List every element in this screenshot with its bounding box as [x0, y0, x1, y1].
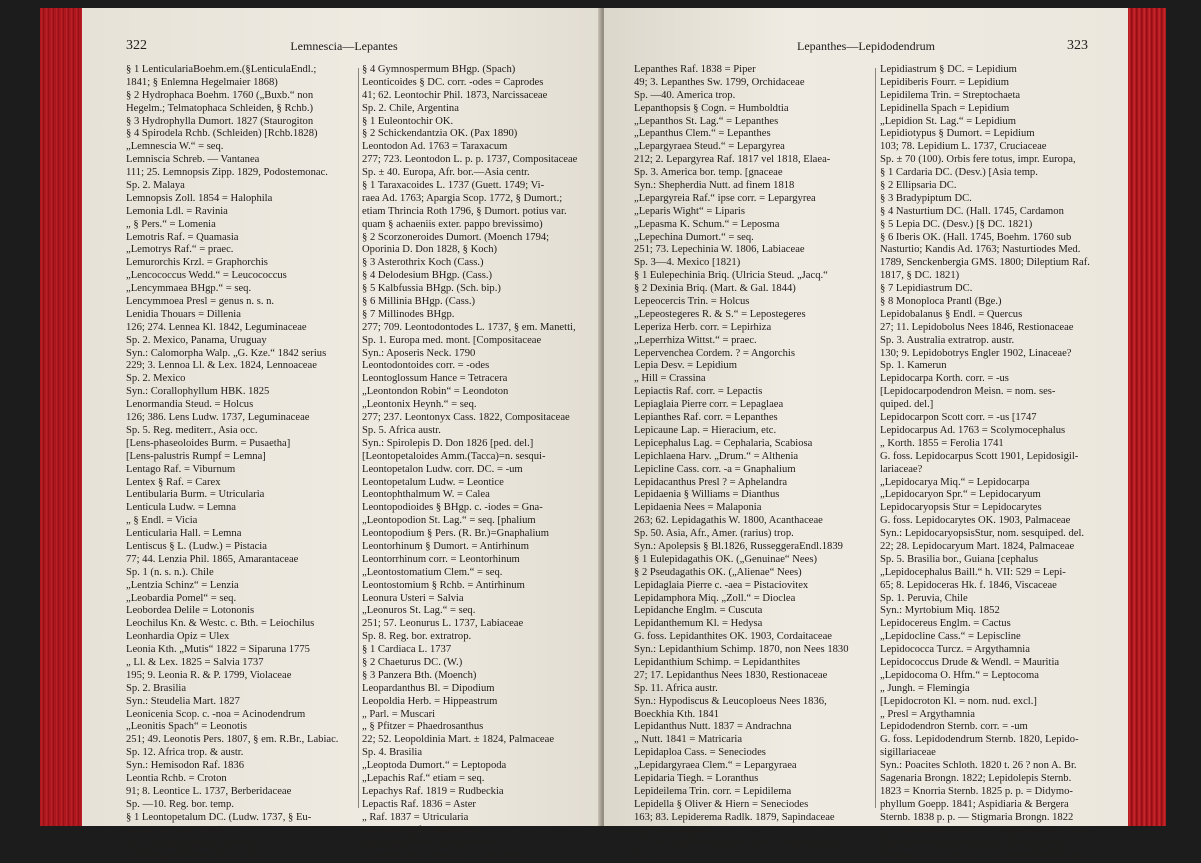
entry-line: 22; 28. Lepidocaryum Mart. 1824, Palmaceae: [880, 540, 1075, 552]
entry-line: Lepidaenia Nees = Malaponia: [634, 502, 762, 514]
entry-line: Lepidinella Spach = Lepidium: [880, 102, 1010, 114]
entry-line: Lepanthopsis § Cogn. = Humboldtia: [634, 102, 789, 114]
entry-line: 27; 11. Lepidobolus Nees 1846, Restionaceae: [880, 321, 1074, 333]
entry-line: Lepicephalus Lag. = Cephalaria, Scabiosa: [634, 437, 813, 449]
entry-line: Syn.: Hemisodon Raf. 1836: [126, 760, 245, 772]
entry-line: § 3 Asterothrix Koch (Cass.): [362, 257, 484, 269]
entry-line: § 2 Schickendantzia OK. (Pax 1890): [362, 128, 518, 140]
entry-line: Syn.: Poacites Schloth. 1820 t. 26 ? non A. Br.: [880, 760, 1077, 772]
entry-line: Lepidanche Englm. = Cuscuta: [634, 605, 763, 617]
entry-line: G. foss. Lepidodendrum Sternb. 1820, Lepido-: [880, 734, 1079, 746]
entry-line: Lepidiberis Fourr. = Lepidium: [880, 76, 1009, 88]
entry-line: § 1 Cardiaca L. 1737: [362, 644, 452, 656]
entry-line: „ § Pfitzer = Phaedrosanthus: [362, 721, 484, 733]
entry-line: § 3 Bongardia Nym. (C. A. Mey.): [126, 850, 269, 862]
entry-line: Syn.: Myrtobium Miq. 1852: [880, 605, 1000, 617]
entry-line: Oporinia D. Don 1828, § Koch): [362, 244, 498, 256]
entry-line: 91; 8. Leontice L. 1737, Berberidaceae: [126, 785, 292, 797]
entry-line: „ § Pers.“ = Lomenia: [126, 218, 216, 230]
entry-line: Nasturtio; Kandis Ad. 1763; Nasturtiodes Med.: [880, 244, 1081, 256]
right-column-1: [634, 64, 870, 862]
right-page-header: [644, 38, 1088, 56]
right-column-2: [880, 64, 1104, 862]
entry-line: Lenidia Thouars = Dillenia: [126, 308, 241, 320]
entry-line: Sp. —10. Reg. bor. temp.: [126, 798, 234, 810]
entry-line: Leontorhinum § Dumort. = Antirhinum: [362, 540, 529, 552]
entry-line: § 2 Chaeturus DC. (W.): [362, 656, 463, 668]
entry-line: „Lepargyraea Steud.“ = Lepargyrea: [634, 141, 785, 153]
entry-line: § 4 Nasturtium DC. (Hall. 1745, Cardamon: [880, 205, 1064, 217]
entry-line: Leontostomium § Rchb. = Antirhinum: [362, 579, 525, 591]
entry-line: Leontopodium § Pers. (R. Br.)=Gnaphalium: [362, 528, 549, 540]
entry-line: „Lepidocaryon Spr.“ = Lepidocaryum: [880, 489, 1041, 501]
entry-line: § 4 Spirodela Rchb. (Schleiden) [Rchb.1828): [126, 128, 318, 140]
entry-line: § 3 Bradypiptum DC.: [880, 192, 972, 204]
book-edge-right: [1128, 8, 1166, 826]
entry-line: Lenticularia Hall. = Lemna: [126, 528, 242, 540]
entry-line: Lentibularia Burm. = Utricularia: [126, 489, 265, 501]
entry-line: 27; 17. Lepidanthus Nees 1830, Restionaceae: [634, 669, 828, 681]
entry-line: Sp. 1. Peruvia, Chile: [880, 592, 968, 604]
entry-line: Lemurorchis Krzl. = Graphorchis: [126, 257, 268, 269]
entry-line: Sp. 2. Brasilia: [126, 682, 187, 694]
entry-line: Lepidocereus Englm. = Cactus: [880, 618, 1011, 630]
entry-line: Lemnopsis Zoll. 1854 = Halophila: [126, 192, 273, 204]
entry-line: § 2 Dexinia Briq. (Mart. & Gal. 1844): [634, 283, 796, 295]
entry-line: Sp. 3. Australia extratrop. austr.: [880, 334, 1015, 346]
entry-line: Sp. 5. Brasilia bor., Guiana [cephalus: [880, 553, 1038, 565]
entry-line: 251; 73. Lepechinia W. 1806, Labiaceae: [634, 244, 805, 256]
entry-line: Lepichlaena Harv. „Drum.“ = Althenia: [634, 450, 799, 462]
entry-line: „Lepidocephalus Baill.“ h. VII: 529 = Lepi-: [880, 566, 1066, 578]
entry-line: 126; 274. Lennea Kl. 1842, Leguminaceae: [126, 321, 307, 333]
left-column-divider: [358, 68, 359, 808]
entry-line: 103; 78. Lepidium L. 1737, Cruciaceae: [880, 141, 1047, 153]
entry-line: 251; 49. Leonotis Pers. 1807, § em. R.Br., Labiac.: [126, 734, 339, 746]
entry-line: „Lencococcus Wedd.“ = Leucococcus: [126, 270, 287, 282]
entry-line: 1823 = Knorria Sternb. 1825 p. p. = Didymo-: [880, 785, 1073, 797]
entry-line: Lepidodendron Sternb. corr. = -um: [880, 721, 1028, 733]
entry-line: Lepadena Raf. = Euphorbia: [362, 824, 480, 836]
entry-line: „Lepeostegeres R. & S.“ = Lepostegeres: [634, 308, 806, 320]
entry-line: Sp. 3. America bor. temp. [gnaceae: [634, 167, 783, 179]
entry-line: 251; 57. Leonurus L. 1737, Labiaceae: [362, 618, 524, 630]
entry-line: Syn.: Corallophyllum HBK. 1825: [126, 386, 270, 398]
entry-line: Sp. 1. Kamerun: [880, 360, 947, 372]
entry-line: 277; 723. Leontodon L. p. p. 1737, Compositaceae: [362, 154, 578, 166]
entry-line: „Leonuros St. Lag.“ = seq.: [362, 605, 476, 617]
entry-line: „ Ll. & Lex. 1825 = Salvia 1737: [126, 656, 264, 668]
entry-line: „Lepechina Dumort.“ = seq.: [634, 231, 754, 243]
entry-line: Lepidocaryopsis Stur = Lepidocarytes: [880, 502, 1042, 514]
entry-line: „Leobardia Pomel“ = seq.: [126, 592, 237, 604]
entry-line: „Leperrhiza Wittst.“ = praec.: [634, 334, 757, 346]
entry-line: etiam Thrincia Roth 1796, § Dumort. potius var.: [362, 205, 567, 217]
entry-line: „Leparis Wight“ = Liparis: [634, 205, 745, 217]
entry-line: G. foss. Lepidocarytes OK. 1903, Palmaceae: [880, 515, 1071, 527]
entry-line: § 6 Iberis OK. (Hall. 1745, Boehm. 1760 sub: [880, 231, 1072, 243]
entry-line: „Leontondon Robin“ = Leondoton: [362, 386, 509, 398]
entry-line: Lemonia Ldl. = Ravinia: [126, 205, 228, 217]
entry-line: „Lepanthos St. Lag.“ = Lepanthes: [634, 115, 779, 127]
entry-line: Sp. 50. Asia, Afr., Amer. (rarius) trop.: [634, 528, 794, 540]
entry-line: quiped. del.]: [880, 399, 934, 411]
entry-line: 263; 62. Lepidagathis W. 1800, Acanthaceae: [634, 515, 823, 527]
entry-line: Lepia Desv. = Lepidium: [634, 360, 737, 372]
entry-line: § 8 Monoploca Prantl (Bge.): [880, 296, 1002, 308]
entry-line: Lepidiotypus § Dumort. = Lepidium: [880, 128, 1035, 140]
entry-line: § 3 Hydrophylla Dumort. 1827 (Staurogiton: [126, 115, 314, 127]
entry-line: Brongn. p. p. (cortex). — Lepidostrobus Brongn.: [880, 850, 1089, 862]
entry-line: § 6 Millinia BHgp. (Cass.): [362, 296, 475, 308]
entry-line: § 2 Pseudagathis OK. („Alienae“ Nees): [634, 566, 802, 578]
entry-line: § 2 Scorzoneroides Dumort. (Moench 1794;: [362, 231, 550, 243]
entry-line: § 5 Kalbfussia BHgp. (Sch. bip.): [362, 283, 501, 295]
entry-line: § 2 Caulophyllum DC. (Mchx.): [126, 837, 260, 849]
entry-line: Lencymmoea Presl = genus n. s. n.: [126, 296, 275, 308]
entry-line: § 1 Eulepidagathis OK. („Genuinae“ Nees): [634, 553, 817, 565]
entry-line: Sp. 5. Africa austr.: [362, 424, 441, 436]
entry-line: Sp. 1 (n. s. n.). Chile: [126, 566, 214, 578]
entry-line: Lentago Raf. = Viburnum: [126, 463, 236, 475]
entry-line: „Lemotrys Raf.“ = praec.: [126, 244, 234, 256]
entry-line: 195; 9. Leonia R. & P. 1799, Violaceae: [126, 669, 292, 681]
entry-line: Lepidaglaia Pierre c. -aea = Pistaciovitex: [634, 579, 809, 591]
entry-line: „Leontopodion St. Lag.“ = seq. [phalium: [362, 515, 536, 527]
entry-line: sigillariaceae: [880, 747, 936, 759]
entry-line: Sp. 3—4. Mexico [1821): [634, 257, 741, 269]
entry-line: „ Jungh. = Flemingia: [880, 682, 970, 694]
entry-line: Leochilus Kn. & Westc. c. Bth. = Leiochilus: [126, 618, 315, 630]
entry-line: Lenormandia Steud. = Holcus: [126, 399, 254, 411]
entry-line: Lepiactis Raf. corr. = Lepactis: [634, 386, 763, 398]
entry-line: „Lepanthus Clem.“ = Lepanthes: [634, 128, 771, 140]
entry-line: § 3 Panzera Bth. (Moench): [362, 669, 477, 681]
left-page-header: [126, 38, 562, 56]
left-column-2: [362, 64, 578, 862]
entry-line: Leontoglossum Hance = Tetracera: [362, 373, 508, 385]
entry-line: Sp. 2. Chile, Argentina: [362, 102, 459, 114]
entry-line: G. foss. Lepidocarpus Scott 1901, Lepidosigil-: [880, 450, 1079, 462]
entry-line: Lepicaune Lap. = Hieracium, etc.: [634, 424, 777, 436]
entry-line: 277; 66. Lepidesmia Klatt 1896, Compositaceae: [634, 837, 839, 849]
entry-line: „Lencymmaea BHgp.“ = seq.: [126, 283, 252, 295]
entry-line: „Lepidocoma O. Hfm.“ = Leptocoma: [880, 669, 1039, 681]
entry-line: Syn.: Lepidanthium Schimp. 1870, non Nees 1830: [634, 644, 849, 656]
entry-line: „Lemnescia W.“ = seq.: [126, 141, 224, 153]
entry-line: Leontorrhinum corr. = Leontorhinum: [362, 553, 520, 565]
entry-line: 163; 83. Lepiderema Radlk. 1879, Sapindaceae: [634, 811, 835, 823]
entry-line: 126; 386. Lens Ludw. 1737, Leguminaceae: [126, 412, 310, 424]
entry-line: Sternb. 1838 p. p. — Stigmaria Brongn. 1822: [880, 811, 1074, 823]
entry-line: § 1 Eulepechinia Briq. (Ulricia Steud. „Jacq.“: [634, 270, 828, 282]
entry-line: Lepidanthus Nutt. 1837 = Andrachna: [634, 721, 792, 733]
entry-line: Lepidella § Oliver & Hiern = Seneciodes: [634, 798, 809, 810]
entry-line: „ Presl = Argythamnia: [880, 708, 975, 720]
entry-line: Lemotris Raf. = Quamasia: [126, 231, 239, 243]
entry-line: Sp. 8. Reg. bor. extratrop.: [362, 631, 472, 643]
entry-line: raea Ad. 1763; Apargia Scop. 1772, § Dumort.;: [362, 192, 563, 204]
entry-line: „Lentzia Schinz“ = Lenzia: [126, 579, 239, 591]
entry-line: Lepidamphora Miq. „Zoll.“ = Dioclea: [634, 592, 796, 604]
entry-line: Lepidaploa Cass. = Seneciodes: [634, 747, 766, 759]
entry-line: § 4 Delodesium BHgp. (Cass.): [362, 270, 493, 282]
right-running-head: Lepanthes—Lepidodendrum: [797, 39, 935, 53]
entry-line: 212; 2. Lepargyrea Raf. 1817 vel 1818, Elaea-: [634, 154, 831, 166]
entry-line: Syn.: Steudelia Mart. 1827: [126, 695, 240, 707]
entry-line: Lentex § Raf. = Carex: [126, 476, 221, 488]
entry-line: „Lepidargyraea Clem.“ = Lepargyraea: [634, 760, 797, 772]
left-page: [82, 8, 602, 862]
entry-line: Lepidiastrum § DC. = Lepidium: [880, 64, 1017, 75]
entry-line: p. p. est rhizoma natans — Aspidiopsis Pot. p. p.,: [880, 824, 1089, 836]
entry-line: Leopardanthus Bl. = Dipodium: [362, 682, 495, 694]
entry-line: leontice § Prantl 1888): [126, 824, 223, 836]
entry-line: Syn.: Apolepsis § Bl.1826, RusseggeraEndl.1839: [634, 540, 843, 552]
entry-line: Lepeocercis Trin. = Holcus: [634, 296, 750, 308]
entry-line: Lepanthes Raf. 1838 = Piper: [634, 64, 756, 75]
entry-line: Lepaglaea Pierre = Pistaciovitex: [362, 837, 500, 849]
entry-line: Boeckhia Kth. 1841: [634, 708, 720, 720]
entry-line: Lepachys Raf. 1819 = Rudbeckia: [362, 785, 504, 797]
entry-line: [Lepidocarpodendron Meisn. = nom. ses-: [880, 386, 1056, 398]
entry-line: Leontopetalon Ludw. corr. DC. = -um: [362, 463, 523, 475]
entry-line: „Leontonix Heynh.“ = seq.: [362, 399, 477, 411]
entry-line: „Lepantes Sw.“ ipse corr. = Lepanthes: [362, 850, 525, 862]
entry-line: Lepidocarpa Korth. corr. = -us: [880, 373, 1009, 385]
entry-line: Lepidocarpon Scott corr. = -us [1747: [880, 412, 1037, 424]
entry-line: § 1 Euleontochir OK.: [362, 115, 454, 127]
entry-line: § 7 Lepidiastrum DC.: [880, 283, 973, 295]
entry-line: 41; 62. Leontochir Phil. 1873, Narcissaceae: [362, 89, 548, 101]
entry-line: Sagenaria Brongn. 1822; Lepidolepis Sternb.: [880, 772, 1072, 784]
entry-line: „ § Endl. = Vicia: [126, 515, 198, 527]
entry-line: Sp. 1. Cuba: [634, 850, 684, 862]
entry-line: Lemniscia Schreb. — Vantanea: [126, 154, 260, 166]
entry-line: Leonia Kth. „Mutis“ 1822 = Siparuna 1775: [126, 644, 310, 656]
entry-line: Lepactis Raf. 1836 = Aster: [362, 798, 476, 810]
entry-line: „Lepasma K. Schum.“ = Leposma: [634, 218, 780, 230]
entry-line: Leontopetalum Ludw. = Leontice: [362, 476, 504, 488]
entry-line: lariaceae?: [880, 463, 923, 475]
entry-line: 277; 709. Leontodontodes L. 1737, § em. Manetti,: [362, 321, 576, 333]
entry-line: 1841; § Enlemna Hegelmaier 1868): [126, 76, 278, 88]
entry-line: Syn.: Calomorpha Walp. „G. Kze.“ 1842 serius: [126, 347, 327, 359]
entry-line: § 1 Leontopetalum DC. (Ludw. 1737, § Eu-: [126, 811, 312, 823]
entry-line: Lepidaenia § Williams = Dianthus: [634, 489, 780, 501]
entry-line: Sp. 5. Reg. mediterr., Asia occ.: [126, 424, 258, 436]
entry-line: Lepidococca Turcz. = Argythamnia: [880, 644, 1030, 656]
entry-line: Lepidobalanus § Endl. = Quercus: [880, 308, 1023, 320]
entry-line: „Lepidocline Cass.“ = Lepiscline: [880, 631, 1021, 643]
entry-line: Leontopodioides § BHgp. c. -iodes = Gna-: [362, 502, 543, 514]
entry-line: 1789, Senckenbergia GMS. 1800; Dileptium Raf.: [880, 257, 1090, 269]
entry-line: Lenticula Ludw. = Lemna: [126, 502, 237, 514]
left-column-1: [126, 64, 354, 862]
entry-line: Sp. 1. Europa med. mont. [Compositaceae: [362, 334, 542, 346]
entry-line: Lepidilema Trin. = Streptochaeta: [880, 89, 1021, 101]
entry-line: § 4 Gymnospermum BHgp. (Spach): [362, 64, 516, 75]
entry-line: § 2 Hydrophaca Boehm. 1760 („Buxb.“ non: [126, 89, 314, 101]
entry-line: „Leonitis Spach“ = Leonotis: [126, 721, 248, 733]
left-page-number: 322: [126, 38, 147, 53]
entry-line: Lepidanthium Schimp. = Lepidanthites: [634, 656, 801, 668]
entry-line: 111; 25. Lemnopsis Zipp. 1829, Podostemonac.: [126, 167, 328, 179]
entry-line: 229; 3. Lennoa Ll. & Lex. 1824, Lennoaceae: [126, 360, 317, 372]
entry-line: Lepiaglaia Pierre corr. = Lepaglaea: [634, 399, 784, 411]
entry-line: Sp. —40. America trop.: [634, 89, 736, 101]
entry-line: Lepianthes Raf. corr. = Lepanthes: [634, 412, 778, 424]
entry-line: „Lepidocarya Miq.“ = Lepidocarpa: [880, 476, 1030, 488]
entry-line: § 5 Lepia DC. (Desv.) [§ DC. 1821): [880, 218, 1033, 230]
entry-line: 49; 3. Lepanthes Sw. 1799, Orchidaceae: [634, 76, 805, 88]
entry-line: „ Nutt. 1841 = Matricaria: [634, 734, 743, 746]
entry-line: Leonticoides § DC. corr. -odes = Caprodes: [362, 76, 544, 88]
entry-line: Leontophthalmum W. = Calea: [362, 489, 490, 501]
entry-line: Lepidococcus Drude & Wendl. = Mauritia: [880, 656, 1060, 668]
entry-line: § 7 Millinodes BHgp.: [362, 308, 455, 320]
entry-line: Leobordea Delile = Lotononis: [126, 605, 255, 617]
entry-line: Lepidanthemum Kl. = Hedysa: [634, 618, 763, 630]
entry-line: Sp. 2. Malaya: [126, 180, 185, 192]
entry-line: „Leoptoda Dumort.“ = Leptopoda: [362, 760, 507, 772]
entry-line: Lepidaria Tiegh. = Loranthus: [634, 772, 759, 784]
entry-line: „Lepargyreia Raf.“ ipse corr. = Lepargyrea: [634, 192, 816, 204]
entry-line: Lentiscus § L. (Ludw.) = Pistacia: [126, 540, 267, 552]
entry-line: 77; 44. Lenzia Phil. 1865, Amarantaceae: [126, 553, 299, 565]
entry-line: Leopoldia Herb. = Hippeastrum: [362, 695, 498, 707]
entry-line: Sp. 1. Ins. papuan.: [634, 824, 713, 836]
entry-line: [Lens-phaseoloides Burm. = Pusaetha]: [126, 437, 291, 449]
entry-line: Lepervenchea Cordem. ? = Angorchis: [634, 347, 795, 359]
entry-line: Leonhardia Opiz = Ulex: [126, 631, 230, 643]
entry-line: „ Hill = Crassina: [634, 373, 706, 385]
entry-line: Syn.: Aposeris Neck. 1790: [362, 347, 476, 359]
entry-line: Lepidocarpus Ad. 1763 = Scolymocephalus: [880, 424, 1066, 436]
entry-line: quam § achaeniis exter. pappo brevissimo): [362, 218, 543, 230]
right-column-divider: [875, 68, 876, 808]
entry-line: [Lepidocroton Kl. = nom. nud. excl.]: [880, 695, 1037, 707]
entry-line: § 1 Taraxacoides L. 1737 (Guett. 1749; Vi-: [362, 180, 545, 192]
entry-line: § 1 LenticulariaBoehm.em.(§LenticulaEndl.;: [126, 64, 317, 75]
book-edge-left: [40, 8, 82, 826]
entry-line: Lepicline Cass. corr. -a = Gnaphalium: [634, 463, 796, 475]
entry-line: Leontodon Ad. 1763 = Taraxacum: [362, 141, 508, 153]
entry-line: Lepideilema Trin. corr. = Lepidilema: [634, 785, 792, 797]
entry-line: „ Korth. 1855 = Ferolia 1741: [880, 437, 1004, 449]
entry-line: phyllum Goepp. 1841; Aspidiaria & Bergera: [880, 798, 1069, 810]
entry-line: Sp. 4. Brasilia: [362, 747, 423, 759]
right-page: [604, 8, 1128, 862]
entry-line: Sp. ± 40. Europa, Afr. bor.—Asia centr.: [362, 167, 530, 179]
entry-line: 22; 52. Leopoldinia Mart. ± 1824, Palmaceae: [362, 734, 555, 746]
entry-line: Sp. ± 70 (100). Orbis fere totus, impr. Europa,: [880, 154, 1076, 166]
entry-line: Syn.: Spirolepis D. Don 1826 [ped. del.]: [362, 437, 534, 449]
entry-line: Sp. 2. Mexico, Panama, Uruguay: [126, 334, 267, 346]
entry-line: Lyginodendrum Gourlie p. p., Dictyoxylum: [880, 837, 1066, 849]
entry-line: Syn.: Hypodiscus & Leucoploeus Nees 1836,: [634, 695, 827, 707]
entry-line: Leontodontoides corr. = -odes: [362, 360, 490, 372]
entry-line: Leonura Usteri = Salvia: [362, 592, 464, 604]
entry-line: Hegelm.; Telmatophaca Schleiden, § Rchb.): [126, 102, 314, 114]
entry-line: „Leontostomatium Clem.“ = seq.: [362, 566, 503, 578]
entry-line: [Lens-palustris Rumpf = Lemna]: [126, 450, 266, 462]
entry-line: 65; 8. Lepidoceras Hk. f. 1846, Viscaceae: [880, 579, 1057, 591]
entry-line: „ Parl. = Muscari: [362, 708, 436, 720]
entry-line: Syn.: LepidocaryopsisStur, nom. sesquiped. del.: [880, 528, 1085, 540]
entry-line: 130; 9. Lepidobotrys Engler 1902, Linaceae?: [880, 347, 1072, 359]
entry-line: Syn.: Shepherdia Nutt. ad finem 1818: [634, 180, 795, 192]
entry-line: Leperiza Herb. corr. = Lepirhiza: [634, 321, 772, 333]
entry-line: [Leontopetaloides Amm.(Tacca)=n. sesqui-: [362, 450, 546, 462]
entry-line: Leontia Rchb. = Croton: [126, 772, 227, 784]
entry-line: 1817, § DC. 1821): [880, 270, 960, 282]
entry-line: Sp. 12. Africa trop. & austr.: [126, 747, 244, 759]
entry-line: § 2 Ellipsaria DC.: [880, 180, 957, 192]
entry-line: „Lepidion St. Lag.“ = Lepidium: [880, 115, 1017, 127]
left-running-head: Lemnescia—Lepantes: [290, 39, 398, 53]
entry-line: Lepidacanthus Presl ? = Aphelandra: [634, 476, 788, 488]
entry-line: Leonicenia Scop. c. -noa = Acinodendrum: [126, 708, 306, 720]
entry-line: Sp. 11. Africa austr.: [634, 682, 718, 694]
entry-line: „ Raf. 1837 = Utricularia: [362, 811, 469, 823]
entry-line: 277; 237. Leontonyx Cass. 1822, Compositaceae: [362, 412, 570, 424]
entry-line: § 1 Cardaria DC. (Desv.) [Asia temp.: [880, 167, 1038, 179]
entry-line: „Lepachis Raf.“ etiam = seq.: [362, 772, 485, 784]
entry-line: G. foss. Lepidanthites OK. 1903, Cordaitaceae: [634, 631, 832, 643]
entry-line: Sp. 2. Mexico: [126, 373, 186, 385]
right-page-number: 323: [1067, 38, 1088, 53]
